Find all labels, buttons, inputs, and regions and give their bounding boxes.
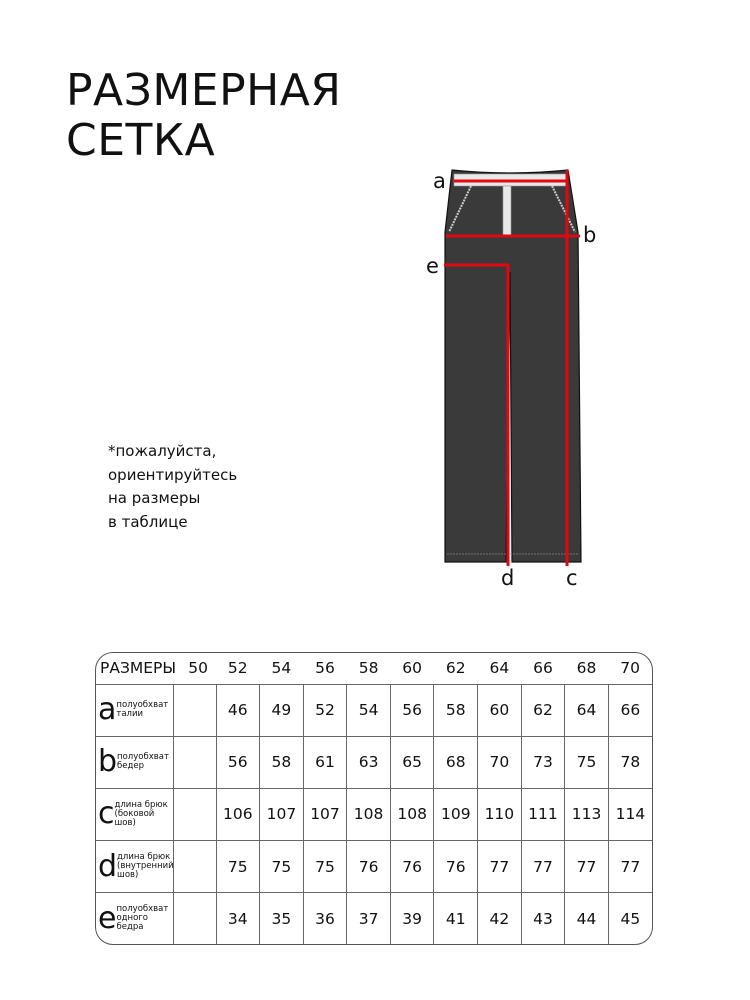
table-cell: 43 — [521, 893, 565, 944]
row-description — [117, 853, 174, 880]
size-note — [108, 440, 237, 534]
table-cell: 75 — [303, 841, 347, 893]
table-cell: 75 — [216, 841, 260, 893]
table-cell: 66 — [608, 684, 652, 736]
description-line: талии — [116, 709, 144, 720]
table-cell: 111 — [521, 788, 565, 840]
row-letter: a — [98, 692, 117, 728]
table-row — [96, 684, 652, 736]
table-cell: 52 — [303, 684, 347, 736]
table-cell: 76 — [347, 841, 391, 893]
row-label — [96, 736, 173, 788]
table-cell: 61 — [303, 736, 347, 788]
table-row — [96, 893, 652, 944]
description-line: шов) — [114, 817, 136, 828]
table-cell: 37 — [347, 893, 391, 944]
table-cell: 77 — [608, 841, 652, 893]
row-letter: b — [98, 744, 118, 780]
title-line-2: СЕТКА — [66, 115, 216, 166]
table-cell: 64 — [565, 684, 609, 736]
table-cell: 45 — [608, 893, 652, 944]
table-cell: 107 — [303, 788, 347, 840]
row-label — [96, 841, 173, 893]
table-cell: 73 — [521, 736, 565, 788]
row-description — [116, 905, 168, 932]
table-cell: 108 — [390, 788, 434, 840]
table-cell: 109 — [434, 788, 478, 840]
description-line: (внутренний — [117, 861, 174, 872]
table-cell: 113 — [565, 788, 609, 840]
label-e: e — [426, 254, 439, 278]
table-cell: 36 — [303, 893, 347, 944]
description-line: длина брюк — [117, 852, 171, 863]
size-table — [95, 652, 653, 945]
table-cell: 77 — [521, 841, 565, 893]
table-cell — [173, 788, 216, 840]
size-header: 54 — [260, 653, 304, 684]
row-label — [96, 788, 173, 840]
table-cell: 44 — [565, 893, 609, 944]
description-line: шов) — [117, 870, 139, 881]
row-letter: c — [98, 796, 115, 832]
table-cell: 63 — [347, 736, 391, 788]
note-line: ориентируйтесь — [108, 465, 238, 484]
description-line: бедер — [117, 761, 145, 772]
table-cell: 75 — [565, 736, 609, 788]
label-b: b — [583, 223, 597, 247]
row-description — [115, 801, 168, 828]
table-cell: 110 — [478, 788, 522, 840]
size-header: 70 — [608, 653, 652, 684]
table-cell: 108 — [347, 788, 391, 840]
table-cell — [173, 684, 216, 736]
description-line: полуобхват — [116, 904, 169, 915]
description-line: бедра — [116, 922, 144, 933]
table-cell: 42 — [478, 893, 522, 944]
table-cell: 106 — [216, 788, 260, 840]
table-cell — [173, 736, 216, 788]
description-line: полуобхват — [116, 700, 169, 711]
table-cell: 114 — [608, 788, 652, 840]
table-cell: 34 — [216, 893, 260, 944]
description-line: длина брюк — [114, 799, 168, 810]
page-title — [66, 66, 341, 166]
header-label: РАЗМЕРЫ — [96, 653, 173, 684]
size-header: 64 — [478, 653, 522, 684]
table-cell — [173, 841, 216, 893]
label-a: a — [433, 169, 446, 193]
table-cell: 39 — [390, 893, 434, 944]
pants-measurement-diagram — [400, 140, 620, 600]
table-cell: 70 — [478, 736, 522, 788]
row-label — [96, 893, 173, 944]
label-d: d — [501, 566, 515, 590]
size-header: 50 — [173, 653, 216, 684]
row-letter: e — [98, 900, 117, 936]
note-line: на размеры — [108, 489, 201, 507]
table-cell: 76 — [434, 841, 478, 893]
table-row — [96, 788, 652, 840]
row-description — [116, 701, 168, 719]
table-row — [96, 841, 652, 893]
table-cell: 56 — [216, 736, 260, 788]
row-description — [117, 753, 169, 771]
table-cell: 65 — [390, 736, 434, 788]
size-header: 66 — [521, 653, 565, 684]
table-cell: 54 — [347, 684, 391, 736]
description-line: (боковой — [114, 808, 155, 819]
note-line: в таблице — [108, 512, 188, 531]
pants-outline — [445, 170, 581, 562]
table-cell: 68 — [434, 736, 478, 788]
table-header-row — [96, 653, 652, 684]
table-cell: 62 — [521, 684, 565, 736]
table-cell: 107 — [260, 788, 304, 840]
table-cell: 46 — [216, 684, 260, 736]
table-cell: 60 — [478, 684, 522, 736]
row-letter: d — [98, 848, 118, 884]
table-row — [96, 736, 652, 788]
size-header: 68 — [565, 653, 609, 684]
table-cell: 58 — [434, 684, 478, 736]
description-line: одного — [116, 913, 148, 924]
table-cell: 58 — [260, 736, 304, 788]
size-header: 60 — [390, 653, 434, 684]
table-cell: 76 — [390, 841, 434, 893]
table-cell: 77 — [565, 841, 609, 893]
note-line: *пожалуйста, — [108, 442, 217, 460]
table-cell: 77 — [478, 841, 522, 893]
size-header: 56 — [303, 653, 347, 684]
label-c: c — [566, 566, 578, 590]
table-cell: 78 — [608, 736, 652, 788]
table-cell: 35 — [260, 893, 304, 944]
row-label — [96, 684, 173, 736]
size-header: 62 — [434, 653, 478, 684]
table-cell: 56 — [390, 684, 434, 736]
fly — [503, 186, 511, 236]
table-cell: 49 — [260, 684, 304, 736]
size-header: 52 — [216, 653, 260, 684]
table-cell — [173, 893, 216, 944]
table-cell: 41 — [434, 893, 478, 944]
description-line: полуобхват — [117, 752, 169, 763]
title-line-1: РАЗМЕРНАЯ — [66, 65, 342, 116]
table-cell: 75 — [260, 841, 304, 893]
size-header: 58 — [347, 653, 391, 684]
